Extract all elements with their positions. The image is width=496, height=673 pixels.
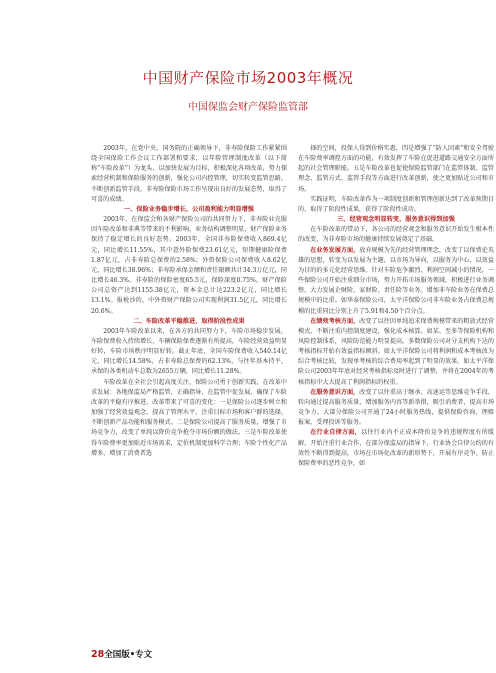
paragraph <box>298 388 494 429</box>
paragraph: 在车险改革的带动下，各公司的经营观念和服务意识开始发生根本性的改变，为非寿险市场的健康持续发展奠定了基础。 <box>298 226 494 244</box>
section-heading-2: 二、车险改革平稳推进，取得阶段性成果 <box>133 317 245 325</box>
paragraph <box>298 246 494 317</box>
paragraph: 2003年，在保监会和各财产保险公司的共同努力下，非寿险业克服因车险改革和非典等带来的不利影响，业务结构调整明显，财产保险业务保持了稳定增长的良好态势。2003年，全国非寿险保费收入869.4亿元，同比增长11.55%，其中意外险保费23.61亿元，短期健康险保费1.87亿元，占非寿险总保费的2.58%；外资保险公司保费收入8.62亿元，同比增长38.96%；非寿险承保金额和责任限额共计34.3万亿元，同比增长46.3%。非寿险的保险密度65.5元，保险深度0.75%。财产保险公司总资产达到1155.38亿元，资本金总计达223.2亿元，同比增长13.1%。报税沙的。中外资财产保险公司实现利润31.5亿元，同比增长20.6%。 <box>91 216 287 315</box>
page-subtitle: 中国保监会财产保险监管部 <box>188 102 308 113</box>
intro-paragraph: 2003年，在党中央、国务院的正确领导下，非寿险保险工作紧紧围绕全国保险工作会议工作部署和要求，以年险管理制度改革（以下简称“车险改革”）为龙头，以加快发展为目标，积极深化各项改革，努力探索经营机制和保险服务的创新，强化公司内控管理，切实转变监管思路，不断创新监管手段，非寿险保险市场工作呈现出良好的发展态势，取得了可喜的成绩。 <box>91 145 287 203</box>
paragraph-body: 改变了以往重高于继承、高速运等思维竞争手段，转向通过提高服务质量，增加服务内容等新举措，吸引消费者，提高市场竞争力。大部分保险公司开通了24小时服务热线，提供保险咨询、理赔报案、受理投诉等服务。 <box>298 388 495 427</box>
paragraph: 择的空间，投保人得到价格实惠，四是增强了“防人因素”和安全驾驶在车险费率调控方面的功能，有效发挥了车险在促进道路交通安全方面所起的社会管理职能。五是车险改革也促使保险监管部门在监管体制、监管理念、监管方式、监管手段等方面进行改革创新，使之更加贴近公司和市场。 <box>298 145 494 193</box>
section-heading-1: 一、保险业务稳步增长，公司盈利能力明显增强 <box>124 205 254 213</box>
page-title: 中国财产保险市场2003年概况 <box>142 69 354 87</box>
right-column <box>298 144 494 469</box>
paragraph: 实践证明，车险改革作为一项制度创新和管理创新达到了改革预期目的，取得了阶段性成果，获得了阶段性成功。 <box>298 195 494 213</box>
paragraph-lead: 在服务意识方面， <box>310 388 360 396</box>
paragraph-body: 以往行业内不正成本降价竞争的违规程度有所缓解，开始注重行业合作，在部分保监局的指导下，行业协会自律公约的有效性不断得到提高，市场在市场化改革的新形势下，开展有序竞争、防止保险费率的恶性竞争，如 <box>298 429 495 467</box>
section-label: 全国版•专文 <box>104 650 153 660</box>
section-heading-3: 三、经营观念明显转变，服务意识得到加强 <box>337 216 455 224</box>
page-footer <box>91 648 152 660</box>
page-number: 28 <box>91 649 105 660</box>
paragraph-body: 改变了以往因单纯追求保费规模带来的粗放式经营模式，不断注重内控制度建设，强化成本核算。如某、至多等保险机构和风险控制体系，风险防范能力明显提高。多数保险公司对分支机构下达的考核指标开始有效益指标倾斜。如太平洋保险公司将利润和成本考核改为综合考核比较，发现单考核的综合费用率起到了明显的效果。如太平洋保险公司2003年年底对经营考核指标及时进行了调整，并将在2004年的考核指标中大大提高了利润指标的权重。 <box>298 317 495 386</box>
paragraph <box>298 428 494 469</box>
paragraph: 2003年车险改革以来，在各方的共同努力下，车险市场稳步发展，车险保费收入持续增长，车辆保险保费逐渐有所提高，车险经营效益明显好转，车险市场秩序明显好转。截止年底，全国车险保费收入540.14亿元，同比增长14.58%，占非寿险总保费的62.13%，与往年基本持平，承保的各类机动车总数为2655万辆，同比增长11.28%。 <box>91 327 287 376</box>
paragraph: 车险改革在全社会引起高度关注，保险公司勇于创新实践，在改革中求发展：各地保监局严格监管，正确指导，在监管中促发展，确保了车险改革的平稳有序推进。改革带来了可喜的变化：一是保险公司逐步树立和加强了经营效益观念，提高了管理水平，注重目标市场和客户群的选择，不断创新产品功能和服务模式。二是保险公司提高了服务质量，增强了市场竞争力，改变了单纯以降价竞争抢夺市场份额的做法。三是车险改革使得车险费率更加贴近市场需求，定价机制更加科学合理；车险个性化产品增多，增加了消费者选 <box>91 378 287 457</box>
paragraph-lead: 在行业自律方面， <box>310 429 361 437</box>
left-column <box>91 144 287 459</box>
paragraph-lead: 在业务发展方面， <box>310 246 360 254</box>
paragraph-lead: 在绩效考核方面， <box>310 317 360 325</box>
paragraph <box>298 317 494 388</box>
paragraph-body: 放弃规模为先的经营管理理念，改变了以保费论英雄的思想，转变为以发展为主题，以市场为导向，以服务为中心，以效益为目的的多元化经营思维。针对车险危争激烈、利润空间减小的情况，一些保险公司开始注重细分市场，努力开拓市场服务领域，积极进行业务调整，大力发展企财险、家财险、责任险等业务。增加非车险业务在保费总规模中的比重。如华泰保险公司，太平洋保险公司非车险业务占保费总规模的比重同比分别上升了5.91和4.50个百分点。 <box>298 246 495 315</box>
